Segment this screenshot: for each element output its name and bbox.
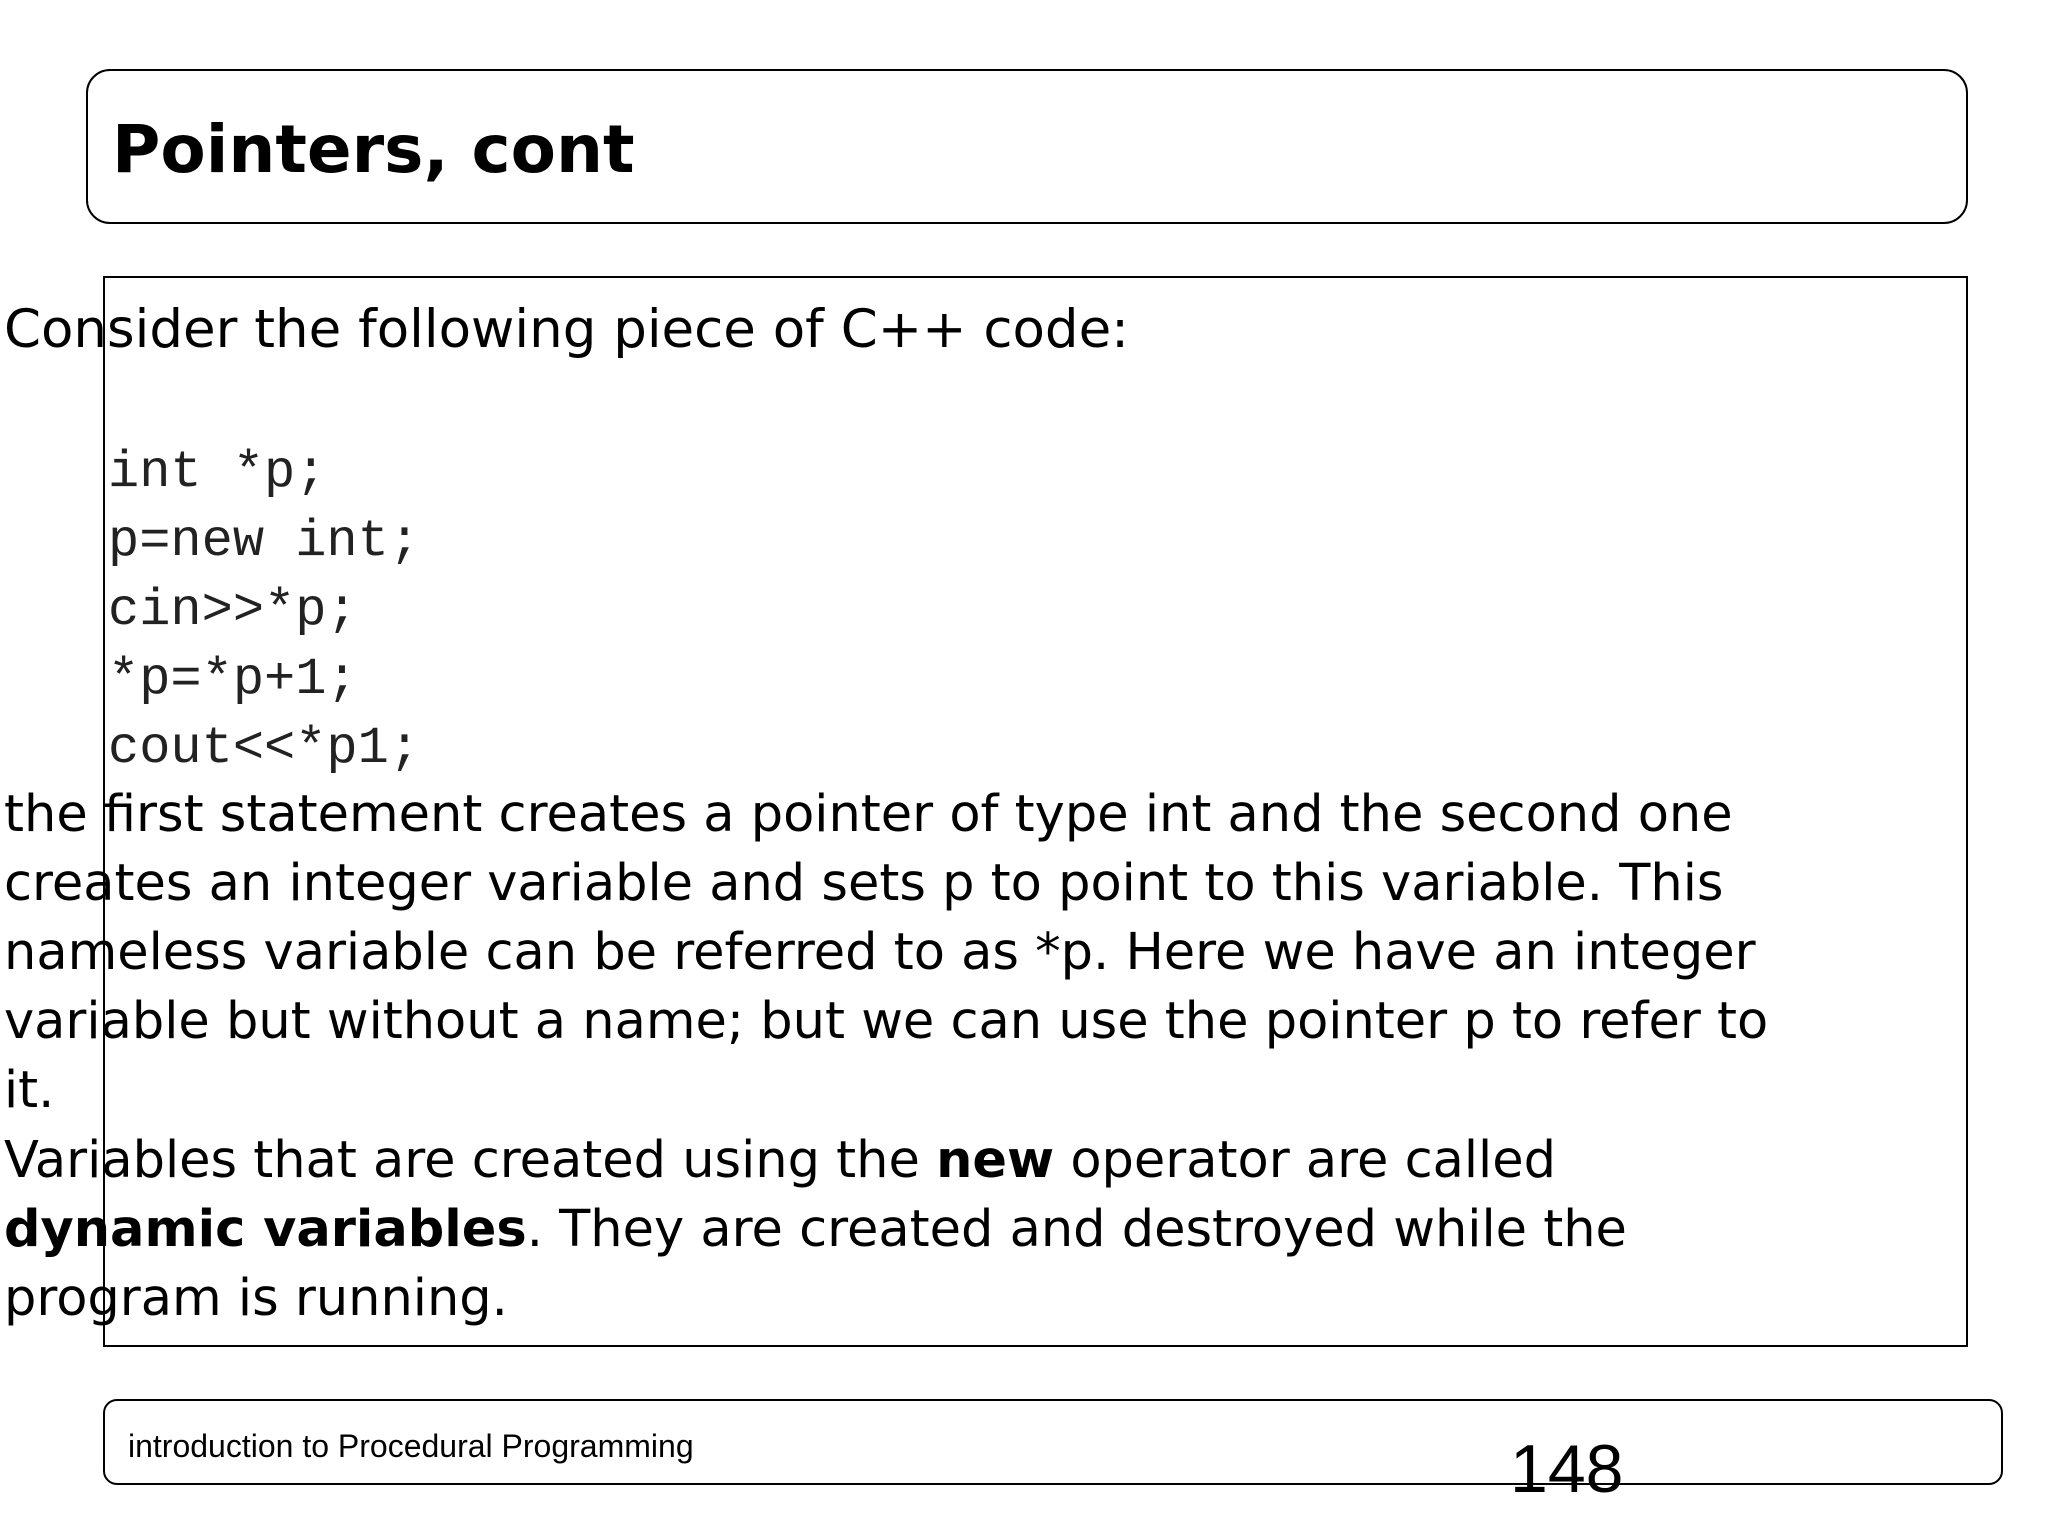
paragraph-line: variable but without a name; but we can use the pointer p to refer to — [4, 992, 1769, 1051]
dynamic-variables-paragraph — [4, 1126, 1864, 1333]
code-line: cout<<*p1; — [108, 719, 421, 778]
code-line: int *p; — [108, 443, 327, 502]
intro-text: Consider the following piece of C++ code: — [4, 299, 1130, 360]
text-run: Variables that are created using the — [4, 1131, 937, 1190]
keyword-new: new — [936, 1131, 1055, 1190]
paragraph-line: nameless variable can be referred to as *p. Here we have an integer — [4, 923, 1756, 982]
explanation-paragraph — [4, 780, 1864, 1125]
paragraph-line: creates an integer variable and sets p to point to this variable. This — [4, 854, 1724, 913]
term-dynamic-variables: dynamic variables — [4, 1200, 527, 1259]
code-line: p=new int; — [108, 512, 421, 571]
slide-title: Pointers, cont — [112, 111, 635, 188]
text-run: operator are called — [1054, 1131, 1556, 1190]
paragraph-line: program is running. — [4, 1269, 508, 1328]
code-line: *p=*p+1; — [108, 650, 358, 709]
paragraph-line — [4, 1126, 1864, 1195]
footer-course-title: introduction to Procedural Programming — [128, 1428, 694, 1464]
paragraph-line: the first statement creates a pointer of type int and the second one — [4, 785, 1733, 844]
page-number: 148 — [1510, 1431, 1624, 1507]
paragraph-line: it. — [4, 1061, 55, 1120]
paragraph-line — [4, 1195, 1864, 1264]
code-line: cin>>*p; — [108, 581, 358, 640]
text-run: . They are created and destroyed while the — [526, 1200, 1627, 1259]
code-block — [108, 438, 420, 783]
